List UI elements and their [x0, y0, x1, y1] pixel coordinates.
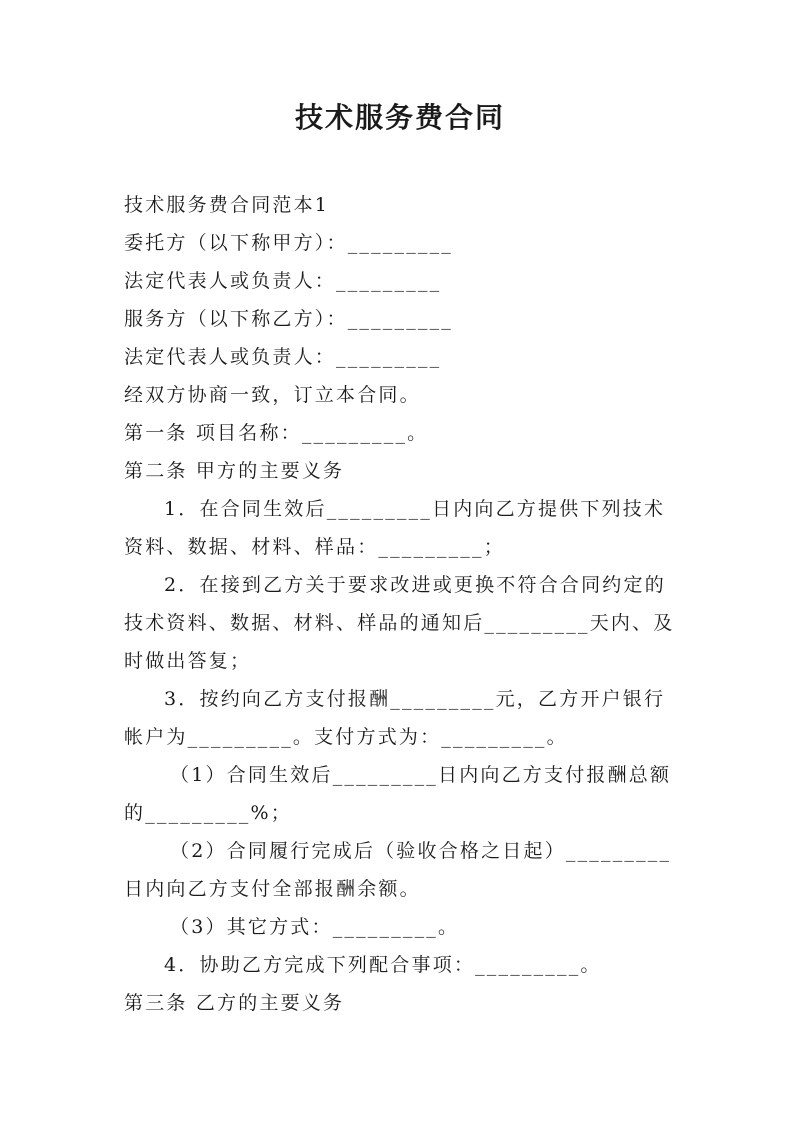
article-2-clause-1: 1．在合同生效后_________日内向乙方提供下列技术资料、数据、材料、样品：_________；	[124, 498, 666, 558]
article-2-clause-4: 4．协助乙方完成下列配合事项：_________。	[164, 954, 602, 976]
document-body	[124, 186, 680, 1022]
contract-sample-heading: 技术服务费合同范本1	[124, 194, 330, 216]
article-2-heading: 第二条 甲方的主要义务	[124, 460, 345, 482]
payment-option-3: （3）其它方式：_________。	[170, 916, 460, 938]
payment-option-1: （1）合同生效后_________日内向乙方支付报酬总额的_________%；	[124, 764, 672, 824]
article-3-heading: 第三条 乙方的主要义务	[124, 992, 345, 1014]
agreement-statement: 经双方协商一致，订立本合同。	[124, 384, 421, 406]
document-title: 技术服务费合同	[294, 101, 505, 134]
article-2-clause-3: 3．按约向乙方支付报酬_________元，乙方开户银行帐户为_________。支付方式为：_________。	[124, 688, 666, 748]
payment-option-2: （2）合同履行完成后（验收合格之日起）_________日内向乙方支付全部报酬余额。	[124, 840, 672, 900]
party-a-line: 委托方（以下称甲方）：_________	[124, 232, 454, 254]
party-a-representative-line: 法定代表人或负责人：_________	[124, 270, 442, 292]
party-b-line: 服务方（以下称乙方）：_________	[124, 308, 454, 330]
party-b-representative-line: 法定代表人或负责人：_________	[124, 346, 442, 368]
article-2-clause-2: 2．在接到乙方关于要求改进或更换不符合合同约定的技术资料、数据、材料、样品的通知后_________天内、及时做出答复；	[124, 574, 675, 672]
article-1-project-name: 第一条 项目名称：_________。	[124, 422, 429, 444]
